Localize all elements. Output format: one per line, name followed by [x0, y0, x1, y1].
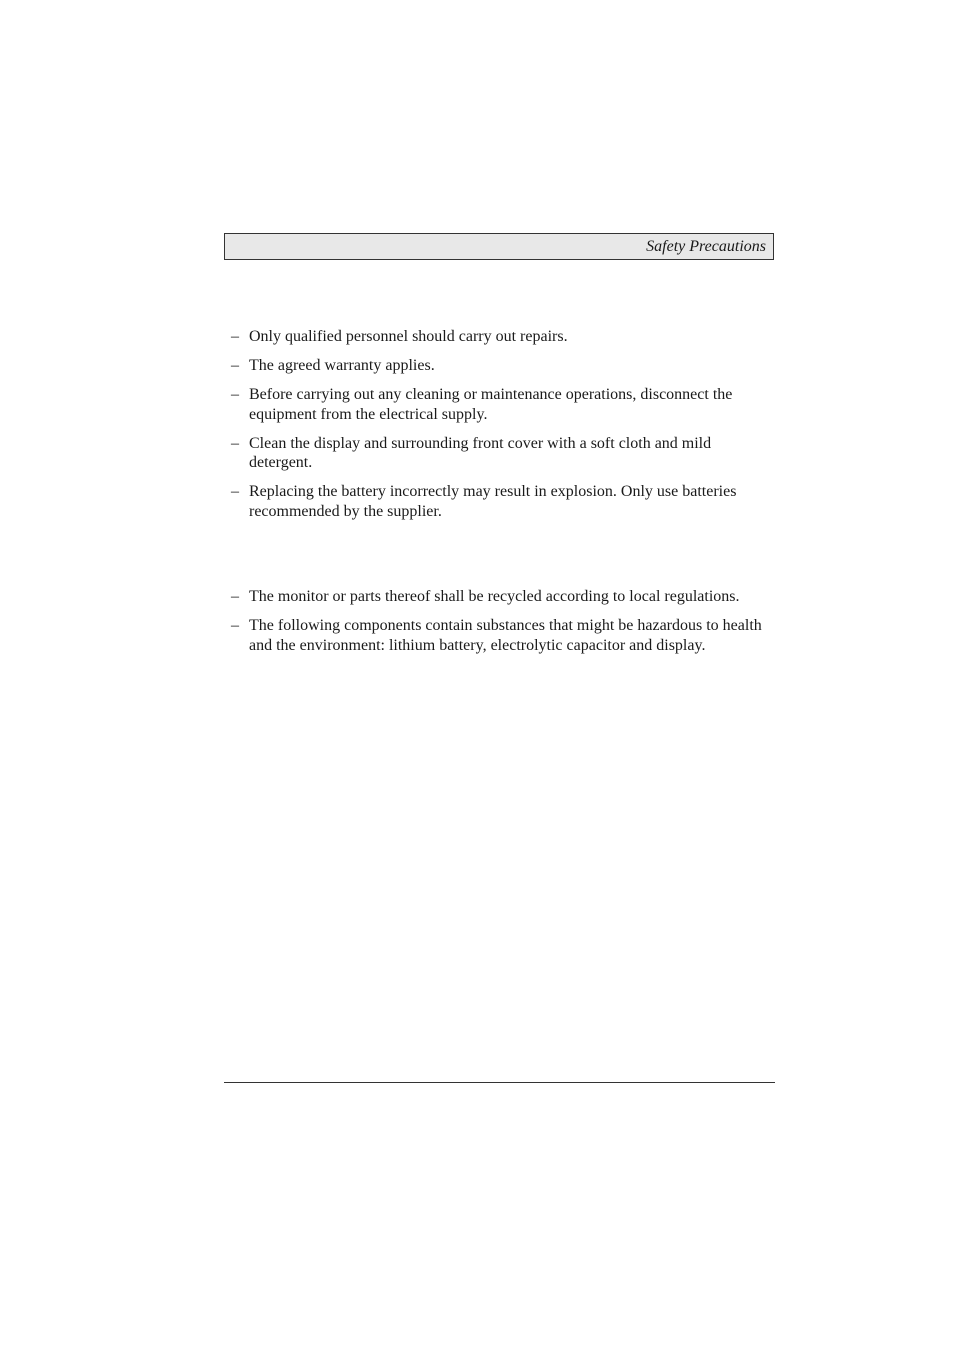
list-item [224, 356, 774, 376]
recycling-list [224, 587, 774, 665]
list-item-text: Clean the display and surrounding front cover with a soft cloth and mild detergent. [249, 434, 712, 471]
page-header [224, 233, 774, 260]
dash-bullet: – [231, 617, 239, 634]
dash-bullet: – [231, 386, 239, 403]
list-item-text: The monitor or parts thereof shall be recycled according to local regulations. [249, 588, 740, 605]
list-item-text: The agreed warranty applies. [249, 357, 435, 374]
dash-bullet: – [231, 434, 239, 452]
list-item [224, 327, 774, 347]
header-title: Safety Precautions [646, 238, 766, 255]
list-item [224, 385, 774, 424]
dash-bullet: – [231, 328, 239, 345]
maintenance-list [224, 327, 774, 531]
list-item [224, 616, 774, 655]
dash-bullet: – [231, 588, 239, 605]
list-item [224, 587, 774, 607]
list-item-text: Only qualified personnel should carry out repairs. [249, 328, 568, 345]
list-item [224, 434, 774, 473]
list-item [224, 482, 774, 521]
list-item-text: Replacing the battery incorrectly may result in explosion. Only use batteries recommended by the supplier. [249, 483, 737, 520]
dash-bullet: – [231, 483, 239, 500]
dash-bullet: – [231, 357, 239, 374]
footer-rule [224, 1082, 775, 1083]
list-item-text: Before carrying out any cleaning or maintenance operations, disconnect the equipment from the electrical supply. [249, 386, 733, 423]
list-item-text: The following components contain substances that might be hazardous to health and the environment: lithium battery, electrolytic capacitor and display. [249, 617, 762, 654]
